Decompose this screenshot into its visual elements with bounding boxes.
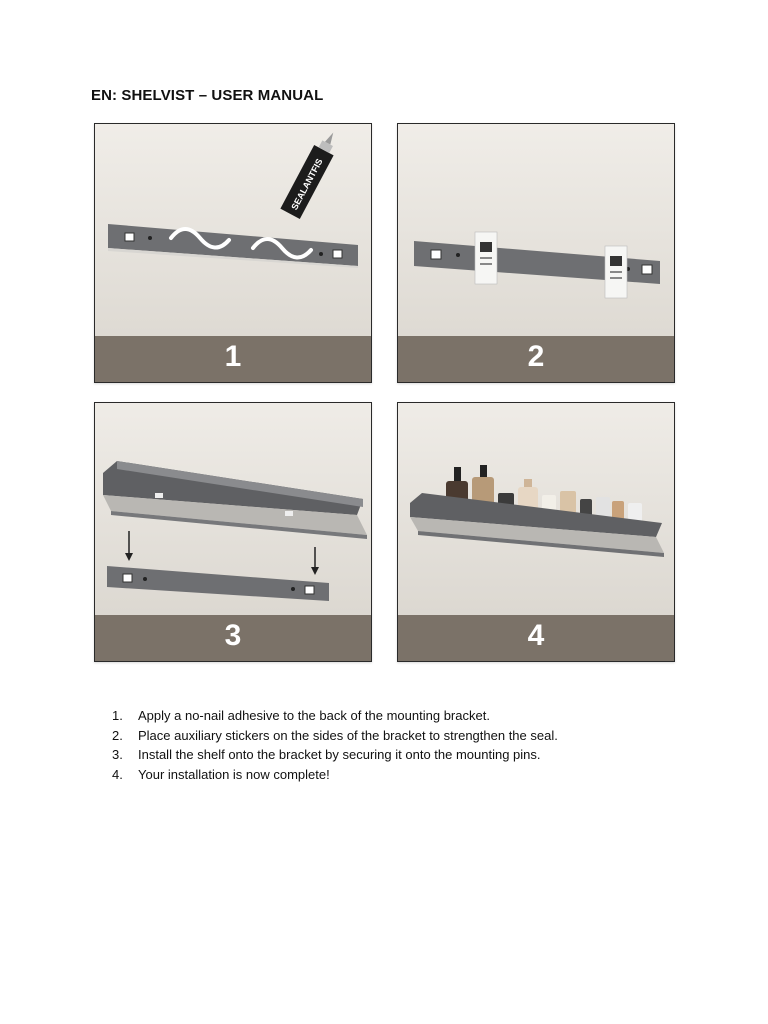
instruction-list [112,706,558,784]
list-item [112,745,558,765]
step-text: Your installation is now complete! [138,766,330,782]
step-4-number: 4 [527,619,545,652]
list-item [112,706,558,726]
step-text: Apply a no-nail adhesive to the back of the mounting bracket. [138,708,490,723]
step-text: Place auxiliary stickers on the sides of the bracket to strengthen the seal. [138,727,558,743]
list-item [112,726,558,746]
step-text: Install the shelf onto the bracket by securing it onto the mounting pins. [138,747,541,762]
step-number: 2. [112,727,123,743]
step-2-number: 2 [527,340,545,373]
step-3-number: 3 [224,619,242,652]
page-title: EN: SHELVIST – USER MANUAL [91,87,324,104]
step-2-image [397,123,675,383]
list-item [112,765,558,785]
step-number: 1. [112,708,123,723]
step-3-image [94,402,372,662]
step-4-image [397,402,675,662]
step-1-number: 1 [224,340,242,373]
step-number: 4. [112,766,123,782]
step-1-image [94,123,372,383]
step-number: 3. [112,747,123,762]
sealant-tube-label: SEALANTFIS [289,156,325,212]
